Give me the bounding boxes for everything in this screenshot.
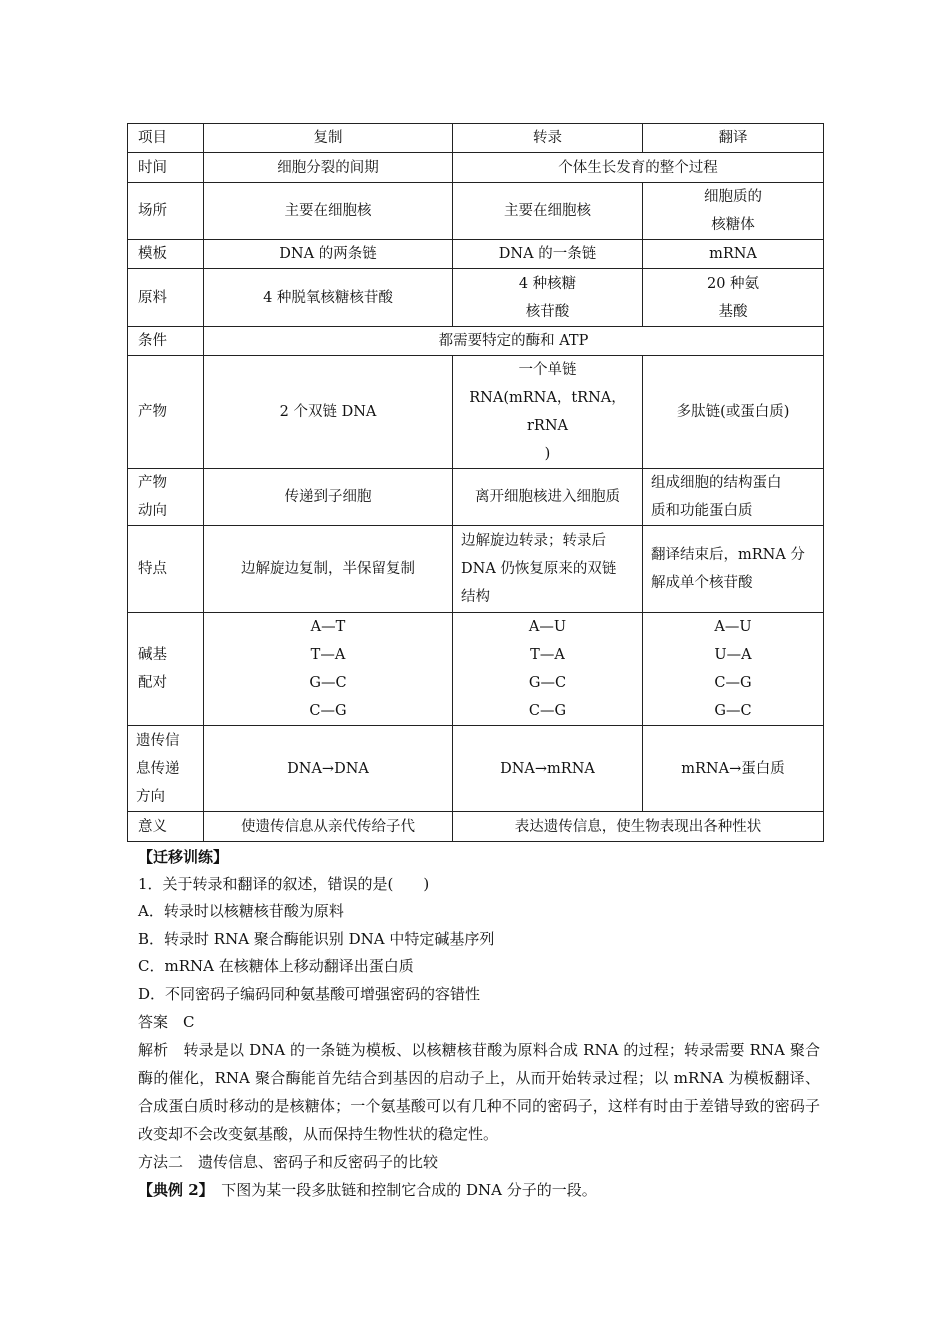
table-cell: DNA→DNA [204, 726, 453, 812]
header-cell: 项目 [128, 124, 204, 153]
table-row [128, 153, 824, 183]
cell-line: RNA(mRNA，tRNA，rRNA [469, 390, 626, 434]
cell-line: 解成单个核苷酸 [651, 575, 753, 591]
table-cell: 传递到子细胞 [204, 469, 453, 526]
cell-line: T—A [310, 647, 346, 663]
table-cell: 细胞分裂的间期 [204, 153, 453, 183]
row-label [128, 613, 204, 726]
table-cell: 使遗传信息从亲代传给子代 [204, 812, 453, 842]
cell-line: 息传递 [136, 760, 180, 777]
table-cell [643, 183, 824, 240]
option-b: B．转录时 RNA 聚合酶能识别 DNA 中特定碱基序列 [138, 930, 495, 948]
header-cell: 翻译 [643, 124, 824, 153]
cell-line: C—G [528, 703, 567, 719]
table-cell: DNA 的一条链 [453, 240, 643, 269]
table-row [128, 327, 824, 356]
example-text: 下图为某一段多肽链和控制它合成的 DNA 分子的一段。 [221, 1181, 597, 1199]
table-row [128, 613, 824, 726]
cell-line: G—C [528, 675, 567, 691]
cell-line: 遗传信 [136, 732, 180, 749]
cell-line: U—A [714, 647, 752, 663]
analysis-paragraph: 解析 转录是以 DNA 的一条链为模板、以核糖核苷酸为原料合成 RNA 的过程；转录需要 RNA 聚合酶的催化，RNA 聚合酶能首先结合到基因的启动子上，从而开始转录过程；以 mRNA 为模板翻译、合成蛋白质时移动的是核糖体；一个氨基酸可以有几种不同的密码子，这样有时由于差错导致的密码子改变却不会改变氨基酸，从而保持生物性状的稳定性。 [138, 1041, 820, 1143]
table-row [128, 183, 824, 240]
cell-line: DNA 仍恢复原来的双链 [461, 561, 617, 577]
row-label: 模板 [128, 240, 204, 269]
option-c: C．mRNA 在核糖体上移动翻译出蛋白质 [138, 957, 414, 975]
row-label: 场所 [128, 183, 204, 240]
table-row [128, 812, 824, 842]
table-cell: 表达遗传信息，使生物表现出各种性状 [453, 812, 824, 842]
cell-line: 组成细胞的结构蛋白 [651, 475, 782, 491]
cell-line: 质和功能蛋白质 [651, 503, 753, 519]
table-cell: DNA→mRNA [453, 726, 643, 812]
example-tag: 【典例 2】 [138, 1181, 207, 1199]
row-label [128, 469, 204, 526]
cell-line: C—G [309, 703, 347, 719]
table-cell [643, 613, 824, 726]
table-cell: 主要在细胞核 [453, 183, 643, 240]
cell-line: A—T [310, 619, 346, 635]
table-row [128, 469, 824, 526]
table-cell: 个体生长发育的整个过程 [453, 153, 824, 183]
table-cell: mRNA [643, 240, 824, 269]
table-cell [204, 613, 453, 726]
table-cell [453, 613, 643, 726]
question-stem: 1．关于转录和翻译的叙述，错误的是( ) [138, 875, 430, 893]
table-row [128, 726, 824, 812]
table-cell [643, 469, 824, 526]
option-d: D．不同密码子编码同种氨基酸可增强密码的容错性 [138, 985, 481, 1003]
cell-line: 动向 [138, 503, 167, 519]
table-row [128, 269, 824, 327]
table-cell [453, 269, 643, 327]
table-cell: 都需要特定的酶和 ATP [204, 327, 824, 356]
row-label: 特点 [128, 526, 204, 613]
table-cell: 2 个双链 DNA [204, 356, 453, 469]
cell-line: 产物 [138, 475, 167, 491]
header-cell: 转录 [453, 124, 643, 153]
table-row [128, 526, 824, 613]
cell-line: 翻译结束后，mRNA 分 [651, 547, 805, 563]
cell-line: 细胞质的 [704, 189, 762, 205]
comparison-table [127, 123, 824, 842]
table-cell [453, 526, 643, 613]
table-cell: 离开细胞核进入细胞质 [453, 469, 643, 526]
answer-line: 答案 C [138, 1013, 195, 1031]
table-cell: 多肽链(或蛋白质) [643, 356, 824, 469]
practice-heading: 【迁移训练】 [138, 848, 229, 866]
cell-line: 基酸 [718, 303, 748, 320]
table-cell: DNA 的两条链 [204, 240, 453, 269]
row-label [128, 726, 204, 812]
cell-line: T—A [530, 647, 565, 663]
cell-line: A—U [528, 619, 567, 635]
cell-line: A—U [714, 619, 752, 635]
cell-line: G—C [714, 703, 752, 719]
cell-line: G—C [309, 675, 347, 691]
cell-line: ) [544, 446, 551, 462]
table-row [128, 356, 824, 469]
table-cell: 主要在细胞核 [204, 183, 453, 240]
table-row [128, 240, 824, 269]
table-cell [643, 269, 824, 327]
table-row [128, 124, 824, 153]
header-cell: 复制 [204, 124, 453, 153]
option-a: A．转录时以核糖核苷酸为原料 [138, 902, 344, 920]
cell-line: 4 种核糖 [518, 275, 577, 292]
method-title: 方法二 遗传信息、密码子和反密码子的比较 [138, 1153, 439, 1171]
cell-line: 方向 [136, 788, 165, 805]
table-cell: 4 种脱氧核糖核苷酸 [204, 269, 453, 327]
cell-line: 核糖体 [711, 217, 755, 233]
row-label: 条件 [128, 327, 204, 356]
cell-line: 核苷酸 [525, 303, 570, 320]
table-cell [453, 356, 643, 469]
table-cell [643, 526, 824, 613]
cell-line: 一个单链 [518, 362, 577, 378]
row-label: 原料 [128, 269, 204, 327]
cell-line: 20 种氨 [706, 275, 760, 292]
cell-line: 边解旋边转录；转录后 [461, 533, 606, 549]
cell-line: 配对 [138, 675, 167, 691]
row-label: 产物 [128, 356, 204, 469]
cell-line: 结构 [461, 589, 490, 605]
row-label: 时间 [128, 153, 204, 183]
table-cell: 边解旋边复制，半保留复制 [204, 526, 453, 613]
example-line [138, 1176, 828, 1204]
cell-line: 碱基 [138, 647, 167, 663]
cell-line: C—G [714, 675, 752, 691]
table-cell: mRNA→蛋白质 [643, 726, 824, 812]
row-label: 意义 [128, 812, 204, 842]
